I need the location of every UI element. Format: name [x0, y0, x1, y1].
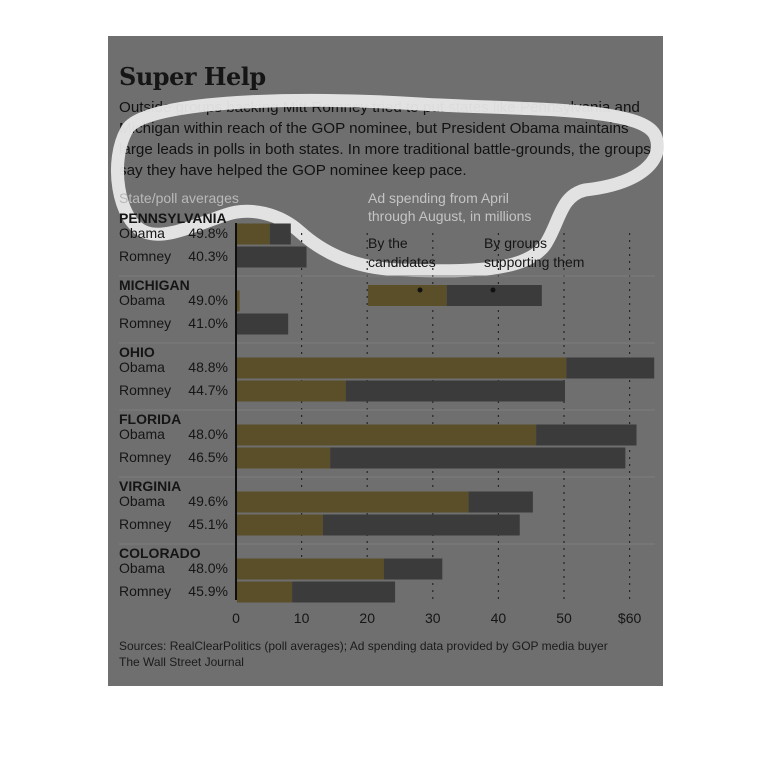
source-note [119, 638, 608, 670]
x-tick-label: 10 [293, 610, 310, 626]
x-tick-label: 20 [359, 610, 375, 626]
chart-title: Super Help [119, 62, 266, 91]
x-tick-label: 30 [425, 610, 441, 626]
state-label: OHIO [119, 344, 155, 360]
poll-value: 46.5% [188, 449, 228, 465]
state-label: FLORIDA [119, 411, 182, 427]
candidate-label: Obama [119, 426, 165, 442]
legend-candidates-line-1: By the [368, 235, 408, 251]
candidate-label: Obama [119, 493, 165, 509]
bars [237, 224, 654, 603]
bar-groups [346, 381, 565, 402]
bar-groups [237, 247, 307, 268]
row-labels [119, 190, 239, 599]
poll-value: 44.7% [188, 382, 228, 398]
poll-value: 45.1% [188, 516, 228, 532]
poll-value: 45.9% [188, 583, 228, 599]
legend-groups-line-2: supporting them [484, 254, 585, 270]
poll-value: 49.8% [188, 225, 228, 241]
poll-value: 49.6% [188, 493, 228, 509]
bar-groups [292, 582, 395, 603]
spend-title-line-2: through August, in millions [368, 208, 532, 224]
left-header: State/poll averages [119, 190, 239, 206]
bar-candidates [237, 559, 384, 580]
source-text: Sources: RealClearPolitics (poll averages); Ad spending data provided by GOP media buyer [119, 639, 608, 653]
poll-value: 49.0% [188, 292, 228, 308]
bar-candidates [237, 381, 346, 402]
bar-candidates [237, 492, 469, 513]
state-label: VIRGINIA [119, 478, 182, 494]
poll-value: 41.0% [188, 315, 228, 331]
candidate-label: Romney [119, 583, 172, 599]
chart-description: Outside groups backing Mitt Romney tried to put states like Pennsylvania and Michigan within reach of the GOP nominee, but President Obama maintains large leads in polls in both states. In more traditional battle-grounds, the groups say they have helped the GOP nominee keep pace. [119, 99, 651, 179]
bar-groups [469, 492, 533, 513]
poll-value: 48.8% [188, 359, 228, 375]
poll-value: 48.0% [188, 426, 228, 442]
legend [368, 190, 584, 306]
candidate-label: Romney [119, 382, 172, 398]
x-tick-label: 0 [232, 610, 240, 626]
bar-groups [270, 224, 291, 245]
legend-candidates-line-2: candidates [368, 254, 436, 270]
candidate-label: Romney [119, 248, 172, 264]
bar-candidates [237, 448, 330, 469]
candidate-label: Romney [119, 516, 172, 532]
bar-candidates [237, 224, 270, 245]
bar-candidates [237, 515, 323, 536]
bar-candidates [237, 582, 292, 603]
legend-pointer-dot-groups [491, 288, 496, 293]
candidate-label: Romney [119, 315, 172, 331]
bar-groups [330, 448, 625, 469]
candidate-label: Obama [119, 560, 165, 576]
legend-pointer-dot-candidates [418, 288, 423, 293]
candidate-label: Obama [119, 292, 165, 308]
poll-value: 40.3% [188, 248, 228, 264]
spend-title-line-1: Ad spending from April [368, 190, 509, 206]
state-label: COLORADO [119, 545, 201, 561]
candidate-label: Obama [119, 359, 165, 375]
credit-text: The Wall Street Journal [119, 655, 244, 669]
bar-groups [536, 425, 636, 446]
bar-candidates [237, 291, 240, 312]
bar-candidates [237, 425, 536, 446]
x-tick-label: $60 [617, 610, 642, 626]
bar-candidates [237, 358, 566, 379]
bar-groups [566, 358, 654, 379]
state-label: MICHIGAN [119, 277, 190, 293]
candidate-label: Obama [119, 225, 165, 241]
x-tick-label: 50 [556, 610, 572, 626]
candidate-label: Romney [119, 449, 172, 465]
legend-groups-line-1: By groups [484, 235, 548, 251]
bar-groups [237, 314, 288, 335]
state-label: PENNSYLVANIA [119, 210, 227, 226]
bar-groups [323, 515, 520, 536]
x-tick-label: 40 [490, 610, 507, 626]
legend-swatch-candidates [368, 285, 447, 306]
poll-value: 48.0% [188, 560, 228, 576]
bar-groups [384, 559, 442, 580]
